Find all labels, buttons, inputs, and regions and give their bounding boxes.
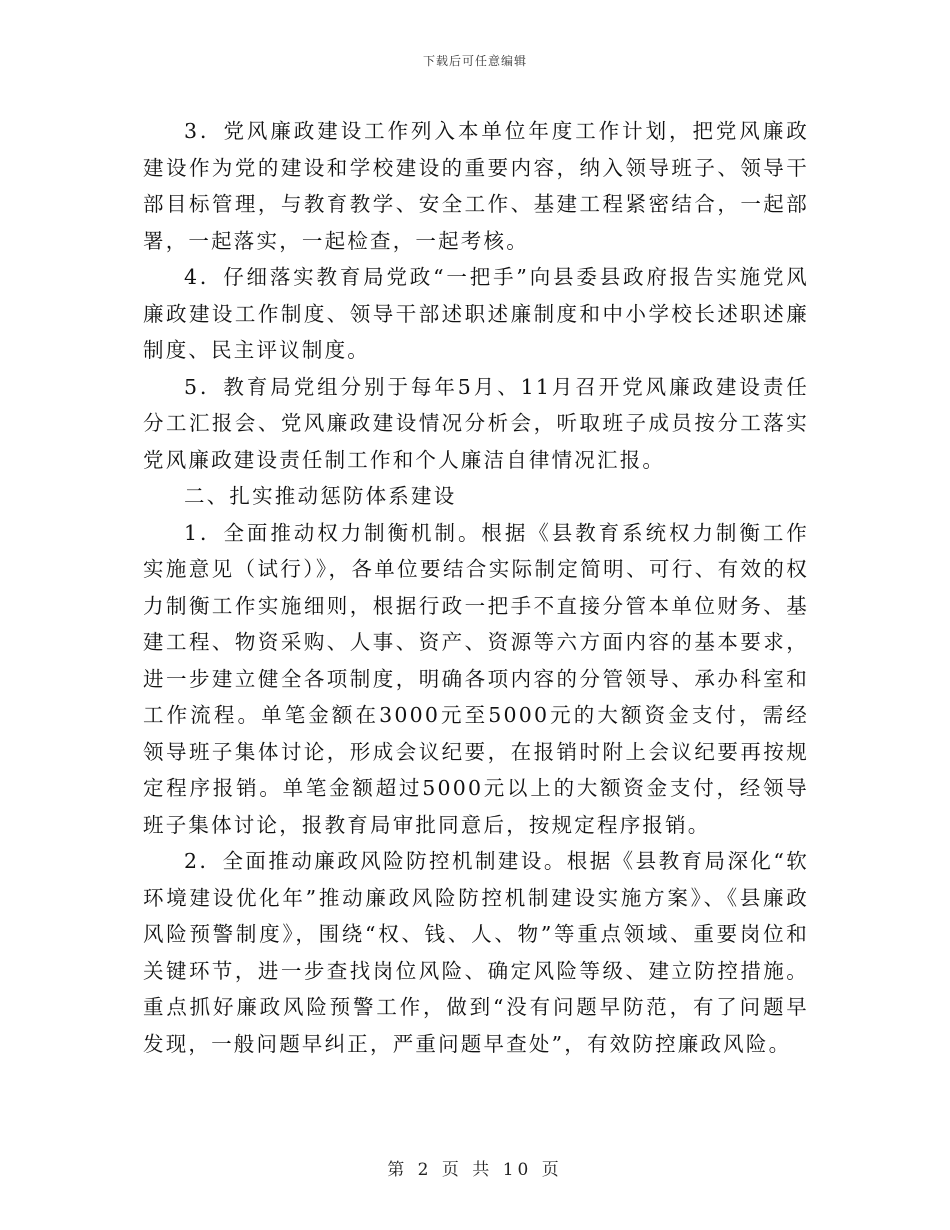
page-header: 下载后可任意编辑 xyxy=(422,54,527,68)
paragraph-risk-control: 2．全面推动廉政风险防控机制建设。根据《县教育局深化“软环境建设优化年”推动廉政风险防控机制建设实施方案》、《县廉政风险预警制度》，围绕“权、钱、人、物”等重点领域、重要岗位和关键环节，进一步查找岗位风险、确定风险等级、建立防控措施。重点抓好廉政风险预警工作，做到“没有问题早防范，有了问题早发现，一般问题早纠正，严重问题早查处”，有效防控廉政风险。 xyxy=(143,849,809,1056)
section-heading-2: 二、扎实推动惩防体系建设 xyxy=(184,484,457,508)
paragraph-power-balance: 1．全面推动权力制衡机制。根据《县教育系统权力制衡工作实施意见（试行）》，各单位要结合实际制定简明、可行、有效的权力制衡工作实施细则，根据行政一把手不直接分管本单位财务、基建工程、物资采购、人事、资产、资源等六方面内容的基本要求，进一步建立健全各项制度，明确各项内容的分管领导、承办科室和工作流程。单笔金额在3000元至5000元的大额资金支付，需经领导班子集体讨论，形成会议纪要，在报销时附上会议纪要再按规定程序报销。单笔金额超过5000元以上的大额资金支付，经领导班子集体讨论，报教育局审批同意后，按规定程序报销。 xyxy=(143,520,809,837)
document-body xyxy=(143,113,809,1062)
paragraph-4: 4．仔细落实教育局党政“一把手”向县委县政府报告实施党风廉政建设工作制度、领导干部述职述廉制度和中小学校长述职述廉制度、民主评议制度。 xyxy=(143,265,809,362)
paragraph-5: 5．教育局党组分别于每年5月、11月召开党风廉政建设责任分工汇报会、党风廉政建设情况分析会，听取班子成员按分工落实党风廉政建设责任制工作和个人廉洁自律情况汇报。 xyxy=(143,374,809,472)
paragraph-3: 3．党风廉政建设工作列入本单位年度工作计划，把党风廉政建设作为党的建设和学校建设的重要内容，纳入领导班子、领导干部目标管理，与教育教学、安全工作、基建工程紧密结合，一起部署，一起落实，一起检查，一起考核。 xyxy=(143,119,809,253)
page-number: 第 2 页 共 10 页 xyxy=(387,1160,563,1180)
